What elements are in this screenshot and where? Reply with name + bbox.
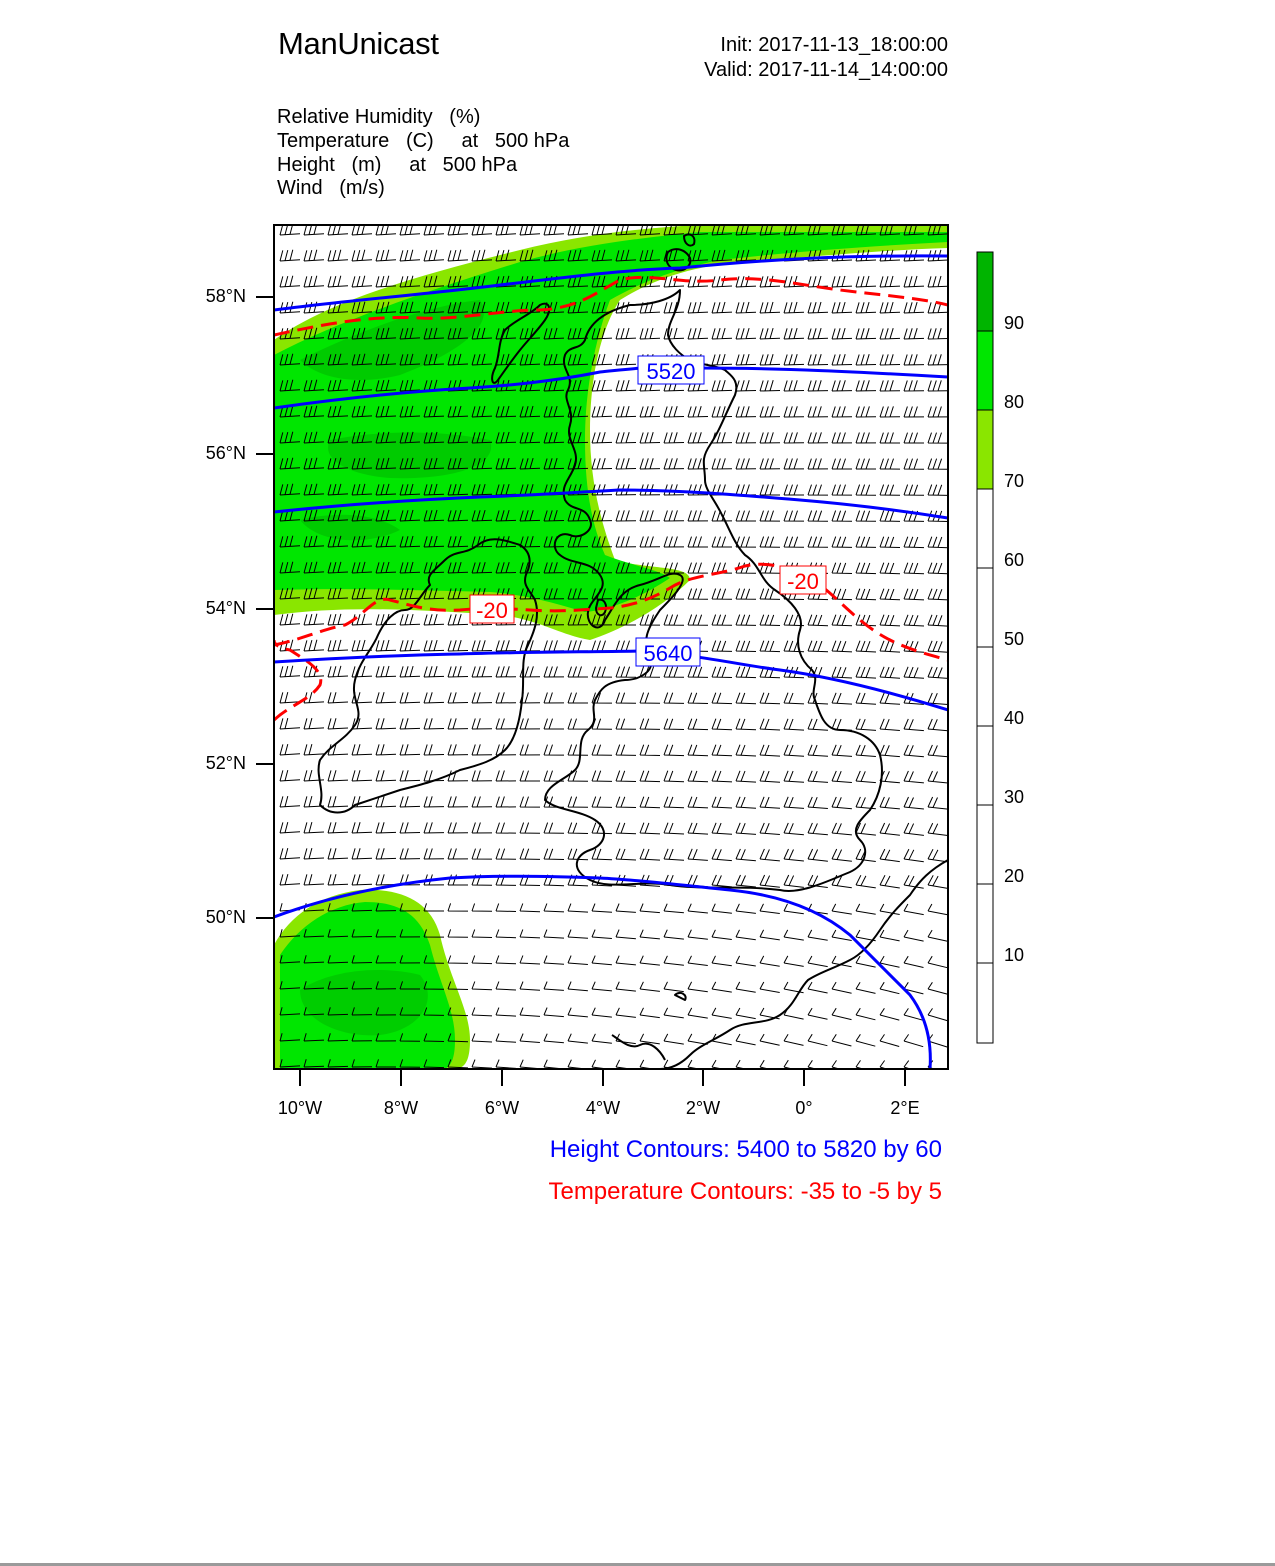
field-level-at: at [461,130,479,152]
field-name: Temperature [277,130,390,152]
lon-label-6w: 6°W [484,1098,520,1118]
colorbar-label-50: 50 [1004,629,1025,649]
lon-label-10w: 10°W [277,1098,323,1118]
height-label-mid: 5640 [643,641,693,666]
field-unit: (m/s) [339,177,385,199]
field-level: 500 hPa [442,154,518,176]
lat-label-56n: 56°N [205,443,246,463]
lon-label-2w: 2°W [685,1098,721,1118]
colorbar-label-60: 60 [1004,550,1025,570]
lat-label-50n: 50°N [205,907,246,927]
temperature-label-left: -20 [476,598,508,623]
lon-label-2e: 2°E [890,1098,920,1118]
field-level-at: at [409,154,426,176]
lat-label-58n: 58°N [205,286,246,306]
lat-label-52n: 52°N [205,753,246,773]
field-line-temperature [277,130,569,153]
app-title: ManUnicast [278,26,439,61]
height-contour-legend: Height Contours: 5400 to 5820 by 60 [549,1136,942,1163]
height-label-top: 5520 [646,359,696,384]
field-level: 500 hPa [494,130,570,152]
field-line-wind [277,177,385,200]
colorbar-label-80: 80 [1004,392,1025,412]
colorbar [977,252,993,1043]
lat-ticks [256,297,274,918]
colorbar-label-90: 90 [1004,313,1025,333]
field-unit: (%) [449,106,481,128]
colorbar-label-70: 70 [1004,471,1025,491]
colorbar-label-40: 40 [1004,708,1025,728]
colorbar-label-20: 20 [1004,866,1025,886]
lon-ticks [300,1069,905,1086]
lon-label-4w: 4°W [585,1098,621,1118]
field-name: Height [277,154,335,176]
valid-time: Valid: 2017-11-14_14:00:00 [704,59,948,81]
colorbar-label-10: 10 [1004,945,1025,965]
lat-label-54n: 54°N [205,598,246,618]
height-contour-5640 [274,651,948,710]
field-unit: (C) [405,130,434,152]
field-unit: (m) [351,154,382,176]
field-name: Wind [277,177,323,199]
temperature-label-right: -20 [787,569,819,594]
field-line-height [277,154,517,177]
colorbar-label-30: 30 [1004,787,1025,807]
field-line-humidity [277,106,480,129]
temperature-contour-legend: Temperature Contours: -35 to -5 by 5 [548,1178,942,1205]
lon-label-0: 0° [795,1098,813,1118]
lon-label-8w: 8°W [383,1098,419,1118]
init-time: Init: 2017-11-13_18:00:00 [720,34,948,56]
field-name: Relative Humidity [277,106,433,128]
